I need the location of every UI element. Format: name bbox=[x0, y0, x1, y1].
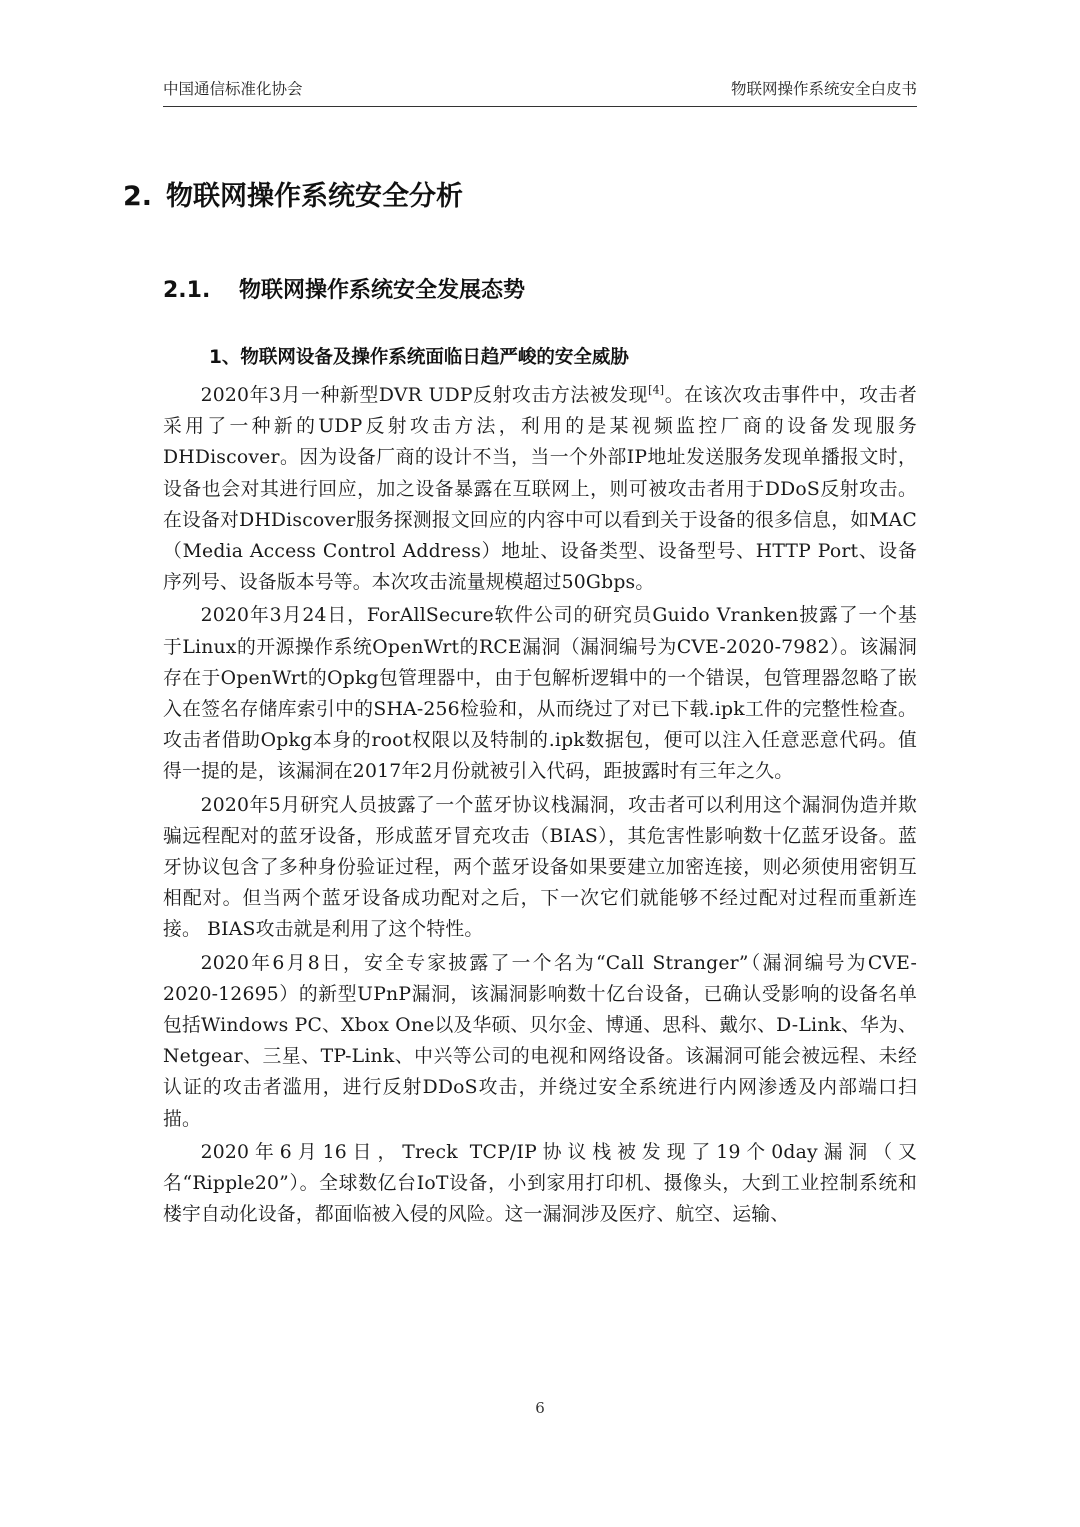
paragraph-dvr-udp bbox=[163, 380, 917, 598]
section-heading bbox=[163, 273, 525, 304]
body-text bbox=[163, 380, 917, 1232]
page-header bbox=[163, 74, 917, 107]
paragraph-text: 2020年3月一种新型DVR UDP反射攻击方法被发现 bbox=[200, 385, 649, 406]
header-document-title: 物联网操作系统安全白皮书 bbox=[730, 80, 917, 98]
page-number: 6 bbox=[535, 1399, 545, 1417]
subsection-heading: 1、物联网设备及操作系统面临日趋严峻的安全威胁 bbox=[209, 347, 629, 368]
paragraph-ripple20: 2020年6月16日，Treck TCP/IP协议栈被发现了19个0day漏洞（又名“Ripple20”）。全球数亿台IoT设备，小到家用打印机、摄像头，大到工业控制系统和楼宇自动化设备，都面临被入侵的风险。这一漏洞涉及医疗、航空、运输、 bbox=[163, 1141, 917, 1226]
chapter-heading bbox=[123, 174, 463, 213]
section-number: 2.1. bbox=[163, 278, 211, 303]
paragraph-openwrt: 2020年3月24日，ForAllSecure软件公司的研究员Guido Vranken披露了一个基于Linux的开源操作系统OpenWrt的RCE漏洞（漏洞编号为CVE-2020-7982）。该漏洞存在于OpenWrt的Opkg包管理器中，由于包解析逻辑中的一个错误，包管理器忽略了嵌入在签名存储库索引中的SHA-256检验和，从而绕过了对已下载.ipk工件的完整性检查。攻击者借助Opkg本身的root权限以及特制的.ipk数据包，便可以注入任意恶意代码。值得一提的是，该漏洞在2017年2月份就被引入代码，距披露时有三年之久。 bbox=[163, 605, 917, 783]
header-organization: 中国通信标准化协会 bbox=[163, 80, 303, 98]
chapter-number: 2. bbox=[123, 181, 153, 212]
paragraph-bias: 2020年5月研究人员披露了一个蓝牙协议栈漏洞，攻击者可以利用这个漏洞伪造并欺骗远程配对的蓝牙设备，形成蓝牙冒充攻击（BIAS），其危害性影响数十亿蓝牙设备。蓝牙协议包含了多种身份验证过程，两个蓝牙设备如果要建立加密连接，则必须使用密钥互相配对。但当两个蓝牙设备成功配对之后，下一次它们就能够不经过配对过程而重新连接。 BIAS攻击就是利用了这个特性。 bbox=[163, 794, 917, 941]
citation-reference: [4] bbox=[648, 383, 665, 397]
section-title: 物联网操作系统安全发展态势 bbox=[239, 278, 526, 303]
paragraph-text: 。在该次攻击事件中，攻击者采用了一种新的UDP反射攻击方法，利用的是某视频监控厂商的设备发现服务DHDiscover。因为设备厂商的设计不当，当一个外部IP地址发送服务发现单播报文时，设备也会对其进行回应，加之设备暴露在互联网上，则可被攻击者用于DDoS反射攻击。在设备对DHDiscover服务探测报文回应的内容中可以看到关于设备的很多信息，如MAC（Media Access Control Address）地址、设备类型、设备型号、HTTP Port、设备序列号、设备版本号等。本次攻击流量规模超过50Gbps。 bbox=[163, 385, 917, 594]
paragraph-callstranger: 2020年6月8日，安全专家披露了一个名为“Call Stranger”（漏洞编号为CVE-2020-12695）的新型UPnP漏洞，该漏洞影响数十亿台设备，已确认受影响的设备名单包括Windows PC、Xbox One以及华硕、贝尔金、博通、思科、戴尔、D-Link、华为、Netgear、三星、TP-Link、中兴等公司的电视和网络设备。该漏洞可能会被远程、未经认证的攻击者滥用，进行反射DDoS攻击，并绕过安全系统进行内网渗透及内部端口扫描。 bbox=[163, 952, 918, 1130]
chapter-title: 物联网操作系统安全分析 bbox=[166, 181, 464, 212]
